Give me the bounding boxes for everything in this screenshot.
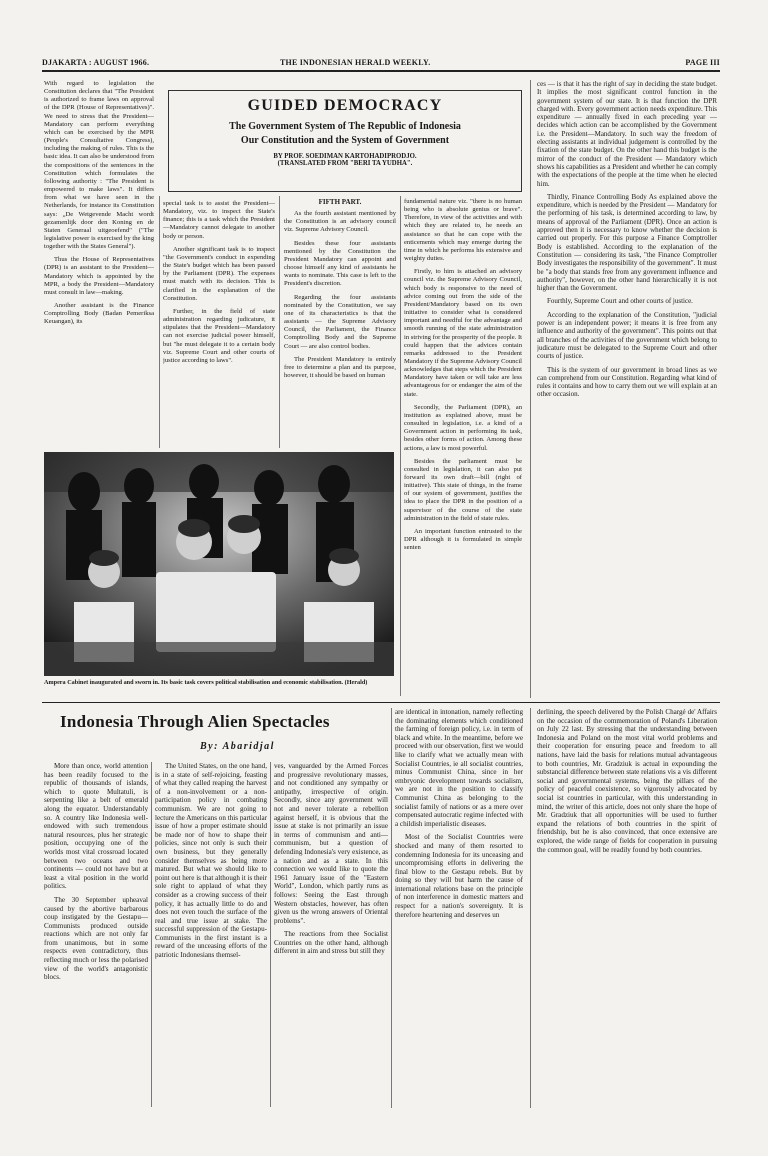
column-rule xyxy=(391,708,392,1108)
feature-column-4 xyxy=(404,198,522,698)
feature-column-5 xyxy=(537,80,717,698)
article-paragraph: derlining, the speech delivered by the Polish Chargé de' Affairs on the occasion of the commemoration of Poland's Liberation on July 22 last. By stressing that the understanding between Indonesia and Poland on the most vital world problems and their cooperation for ensuring peace and freedom to all nations, have laid the basis for relations mutual advantageous to both countries, Mr. Gradziuk is actual in expounding the substancial difference between state relations vis a vis different social and governmental systems, being the pillars of the policy of peaceful coexistence, so vigorously advocated by social ist countries in particular, with this understanding in mind, the writer of this article, does not only share the hope of Mr. Gradziuk that all opportunities will be used to further expand the relations of both countries in the spirit of friendship, but he is also convinced, that once extensive are explored, the wide range of fields for cooperation in pursuing the common goal, will be readily found by both countries. xyxy=(537,708,717,854)
feature-title-box xyxy=(168,90,522,192)
article-paragraph: The United States, on the one hand, is in a state of self-rejoicing, feasting of what they called reaping the harvest of a non-involvement or a non-participation policy in combating communism. We are not going to lecture the Americans on this particular issue of how a proper estimate should be made nor of how to shape their policies, since not only is such their own business, but they generally consider themselves as being more matured. But what we should like to point out here is that although it is their sole right to applaud of what they consider as a crowing success of their policy, it has actually little to do and does not even touch the surface of the real and true issue at stake. The successful suppression of the Gestapu-Communists in the first instant is a reward of the unceasing efforts of the patriotic Indonesians themsel- xyxy=(155,762,267,960)
header-page-number: PAGE III xyxy=(685,58,720,67)
feature-byline: BY PROF. SOEDIMAN KARTOHADIPRODJO. xyxy=(273,153,417,160)
feature-paragraph: Thus the House of Representatives (DPR) is an assistant to the President—Mandatory which is appointed by the MPR, a body the President—Mandatory must consult in law—making. xyxy=(44,256,154,296)
column-rule xyxy=(400,196,401,696)
feature-subtitle-2: Our Constitution and the System of Government xyxy=(240,135,450,146)
article-paragraph: The 30 September upheaval caused by the abortive barbarous coup instigated by the Gestapu—Communists produced outside reactions which are not only far from unanimous, but in some respects even contradictory, thus reflecting much or less the polarised view of the world's antagonistic blocs. xyxy=(44,895,148,982)
feature-paragraph: Firstly, to him is attached an advisory council viz. the Supreme Advisory Council, which body is responsive to the need of advice coming out from the side of the President/Mandatory based on its own initiative to consider what is considered important and needful for the advantage and smooth running of the state administration in striving for the prosperity of the people. It could happen that the advices contain remarks addressed to the President Mandatory if the Supreme Advisory Council acknowledges that steps which the President Mandatory have taken or will take are less advantageous for or endanger the aim of the state. xyxy=(404,268,522,398)
article-column-1 xyxy=(44,762,148,1122)
feature-paragraph: According to the explanation of the Constitution, "judicial power is an independent power; it means it is free from any influence and authority of the government". This points out that all branches of the activities of the government which belong to judicature must be delegated to the Supreme Court and other courts of justice. xyxy=(537,310,717,361)
header-masthead: THE INDONESIAN HERALD WEEKLY. xyxy=(280,58,431,67)
feature-paragraph: The President Mandatory is entirely free to determine a plan and its purpose, however, it should be based on human xyxy=(284,355,396,379)
feature-paragraph: Besides these four assistants mentioned by the Constitution the President Mandatory can appoint and choose himself any kind of assistants he wants to nominate. This case is left to the President's discretion. xyxy=(284,239,396,288)
column-rule xyxy=(279,196,280,448)
article-paragraph: ves, vanguarded by the Armed Forces and progressive revolutionary masses, and not conditioned any sympathy or antipathy, irrespective of origin. Secondly, since any government will not and never tolerate a rebellion against herself, it is obvious that the issue at stake is not primarily an issue in terms of communism and anti—communism, but a question of defending Indonesia's very existence, as a nation and as a state. In this connection we would like to quote the 1961 January issue of the "Eastern World", London, which partly runs as follows: Seeing the East through Western obstacles, however, has often given us the wrong answers of Oriental problems". xyxy=(274,762,388,925)
feature-paragraph: This is the system of our government in broad lines as we can comprehend from our Constitution. Regarding what kind of rules it contains and how to carry them out we will explain at an other occasion. xyxy=(537,365,717,399)
article-column-4 xyxy=(395,708,523,1122)
article-column-3 xyxy=(274,762,388,1122)
feature-paragraph: Further, in the field of state administration regarding judicature, it stipulates that the President—Mandatory can not exercise judicial power himself, but "he must delegate it to a certain body viz. Supreme Court and other courts of justice according to laws". xyxy=(163,307,275,364)
article-title: Indonesia Through Alien Spectacles xyxy=(60,712,330,731)
feature-paragraph: An important function entrusted to the DPR although it is formulated in simple senten xyxy=(404,527,522,552)
feature-paragraph: Secondly, the Parliament (DPR), an institution as explained above, must be consulted in legislation, i.e. a kind of a Government action in performing its task, besides other forms of action. Among these actions, a law is most powerful. xyxy=(404,403,522,452)
feature-paragraph: Another significant task is to inspect "the Government's conduct in expending the State's budget which has been passed by the Parliament (DPR). The expenses must match with its decision. This is clarified in the explanation of the Constitution. xyxy=(163,245,275,302)
feature-paragraph: As the fourth assistant mentioned by the Constitution is an advisory council viz. Supreme Advisory Council. xyxy=(284,210,396,234)
photo-caption: Ampera Cabinet inaugurated and sworn in. Its basic task covers political stabilisation and economic stabilisation. (Herald) xyxy=(44,679,368,686)
feature-paragraph: Another assistant is the Finance Comptrolling Body (Badan Pemeriksa Keuangan), its xyxy=(44,302,154,326)
article-column-2 xyxy=(155,762,267,1122)
article-paragraph: The reactions from thee Socialist Countries on the other hand, although different in aim and stress but still they xyxy=(274,930,388,956)
feature-title: GUIDED DEMOCRACY xyxy=(247,97,443,114)
header-rule xyxy=(42,70,720,72)
feature-paragraph: With regard to legislation the Constitution declares that "The President is authorized to frame laws on approval of the DPR (House of Representatives)". We need to stress that the President—Mandatory can perform everything which can be exercised by the MPR (People's Consultative Congress), including the making of rules. This is the basic idea. It can also be understood from the compositions of the sentences in the Constitution which formulates the following authority : "The President is empowered to make laws". It differs from what we have seen in the Netherlands, for instance its Constitution says: „De Wetgevende Macht wordt gezamenlijk door den Koning en de Staten Generaal uitgeoefend" ("The legislative power is exercised by the king together with the States General"). xyxy=(44,80,154,251)
story-divider xyxy=(42,702,720,703)
feature-paragraph: Besides the parliament must be consulted in legislation, it can also put forward its own draft—bill (right of initiative). This state of things, in the frame of our system of government, justifies the idea to place the DPR in the position of a supervisor of the course of the state administration in the field of state rules. xyxy=(404,457,522,522)
article-paragraph: Most of the Socialist Countries were shocked and many of them resorted to condemning Indonesia for its unceasing and uncompromising efforts in delivering the final blow to the Gestapu rebels. But by doing so they will but harm the cause of international relations base on the principle of non interference in domestic matters and respect for a nation's sovereignty. It is therefore heartening and deserves un xyxy=(395,833,523,919)
feature-subtitle-1: The Government System of The Republic of Indonesia xyxy=(229,121,461,132)
page-header xyxy=(42,52,720,70)
article-paragraph: More than once, world attention has been readily focused to the republic of thousands of islands, which to quote Multatuli, is serpenting like a belt of emerald along the equator. Understandably so. A country like Indonesia well-endowed with such tremendous natural resources, plus her strategic position, occupying one of the worlds most vital crossroad located between two oceans and two continents — could not have but at least a vital position in the world politics. xyxy=(44,762,148,891)
column-rule xyxy=(270,762,271,1107)
feature-paragraph: Regarding the four assistants nominated by the Constitution, we say one of its characteristics is that the assistants — the Supreme Advisory Council, the Parliament, the Finance Comptrolling Body and the Supreme Court — are also control bodies. xyxy=(284,293,396,350)
header-dateline: DJAKARTA : AUGUST 1966. xyxy=(42,58,150,67)
feature-paragraph: Thirdly, Finance Controlling Body As explained above the expenditure, which is needed by the President — Mandatory for the performing of his task, is determined according to law, by means of approval of the Parliament (DPR). Once an action is approved then it is necessary to know whether the decision is carried out properly. For this purpose a Finance Comptroller Body is established. According to the explanation of the Constitution — considering its task, "the Finance Comptroller Body investigates the responsibility of the government". It must be "a body that stands free from any government influence and authority", however, on the other hand hierarchically it is not higher than the Government. xyxy=(537,192,717,293)
feature-paragraph: Fourthly, Supreme Court and other courts of justice. xyxy=(547,297,693,306)
article-byline: By: Abaridjal xyxy=(200,741,275,752)
feature-column-1 xyxy=(44,80,154,450)
feature-paragraph: special task is to assist the President—Mandatory, viz. to inspect the State's finance; this is a task which the President—Mandatory cannot delegate to another body or person. xyxy=(163,200,275,240)
feature-translation-note: (TRANSLATED FROM "BERI TA YUDHA". xyxy=(277,160,413,167)
feature-paragraph: fundamental nature viz. "there is no human being who is absolute genius or brave". Therefore, in view of the activities and with which they are related to, he needs an assistance so that he can cope with the enticements which may emerge during the time in which he performs his extensive and weighty duties. xyxy=(404,198,522,263)
column-rule xyxy=(159,196,160,448)
column-rule xyxy=(530,80,531,698)
feature-paragraph: ces — is that it has the right of say in deciding the state budget. It implies the most significant control function in the government system of our state. It is that function the DPR charged with. Every government action needs expenditure. This expenditure — annually fixed in each preceding year — decides which action can be accomplished by the Government i.e. the President—Mandatory. In such way the freedom of electing assistants at individual judgement is controlled by the fixation of the state budget. On the other hand this budget is the mirror of the conduct of the President — Mandatory which shows his capabilities as a President and whether he can comply with the expectations of the people at the time when he elected him. xyxy=(537,80,717,188)
article-column-5 xyxy=(537,708,717,1122)
article-paragraph: are identical in intonation, namely reflecting the dominating elements which conditioned the farming of foreign policy, i.e. in term of black and white. In the meantime, before we proceed with our observation, first we would like to clarify what we actually mean with Socialist Countries, ie all socialist countries, minus Communist China, since in her embryonic development towards socialism, we are not in the position to classify Communist China as belonging to the socialist family of nations or as a mere over compensated autocratic regime infected with a childish imperialistic diseases. xyxy=(395,708,523,828)
column-rule xyxy=(530,708,531,1108)
feature-column-2 xyxy=(163,200,275,450)
column-rule xyxy=(151,762,152,1107)
cabinet-photo xyxy=(44,452,394,676)
feature-column-3 xyxy=(284,198,396,450)
feature-part-heading: FIFTH PART. xyxy=(318,198,362,206)
